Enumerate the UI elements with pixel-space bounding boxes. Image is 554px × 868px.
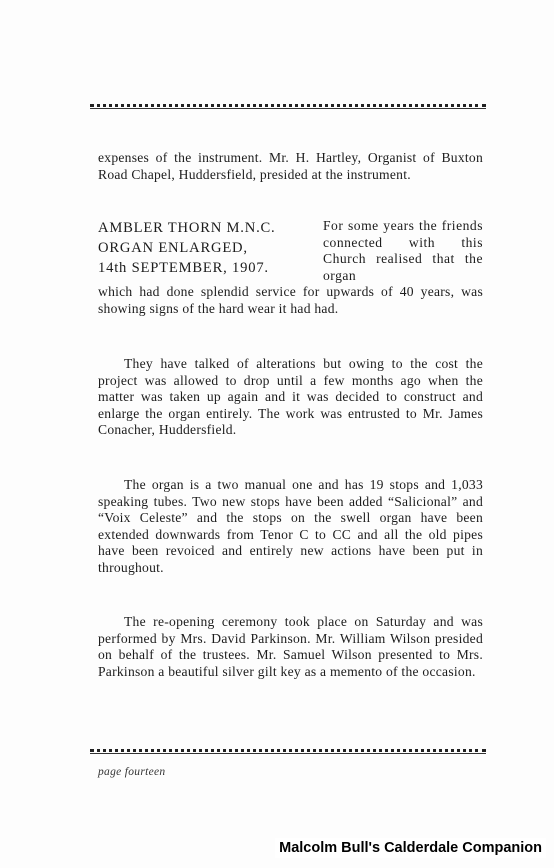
section-heading (98, 218, 308, 278)
section-heading-block (98, 218, 483, 284)
top-decorative-rule (90, 104, 486, 107)
ceremony-paragraph: The re-opening ceremony took place on Saturday and was performed by Mrs. David Parkinson. Mr. William Wilson presided on behalf of the trustees. Mr. Samuel Wilson presented to Mrs. Parkinson a beautiful silver gilt key as a memento of the occasion. (98, 614, 483, 679)
organ-paragraph: The organ is a two manual one and has 19 stops and 1,033 speaking tubes. Two new stops have been added “Salicional” and “Voix Celeste” and the stops on the swell organ have been extended downwards from Tenor C to CC and all the old pipes have been revoiced and entirely new actions have been put in throughout. (98, 477, 483, 575)
heading-line-1: AMBLER THORN M.N.C. (98, 220, 276, 236)
page-number-label: page fourteen (98, 766, 166, 778)
bottom-decorative-rule (90, 749, 486, 752)
heading-line-2: ORGAN ENLARGED, (98, 240, 248, 256)
side-text: For some years the friends connected with this Church realised that the organ (323, 218, 483, 283)
heading-line-3: 14th SEPTEMBER, 1907. (98, 260, 269, 276)
continued-paragraph: which had done splendid service for upwards of 40 years, was showing signs of the hard wear it had had. (98, 284, 483, 316)
intro-paragraph: expenses of the instrument. Mr. H. Hartley, Organist of Buxton Road Chapel, Huddersfield, presided at the instrument. (98, 150, 483, 182)
site-credit: Malcolm Bull's Calderdale Companion (275, 838, 546, 858)
alterations-paragraph: They have talked of alterations but owing to the cost the project was allowed to drop until a few months ago when the matter was taken up again and it was decided to construct and enlarge the organ entirely. The work was entrusted to Mr. James Conacher, Huddersfield. (98, 356, 483, 437)
